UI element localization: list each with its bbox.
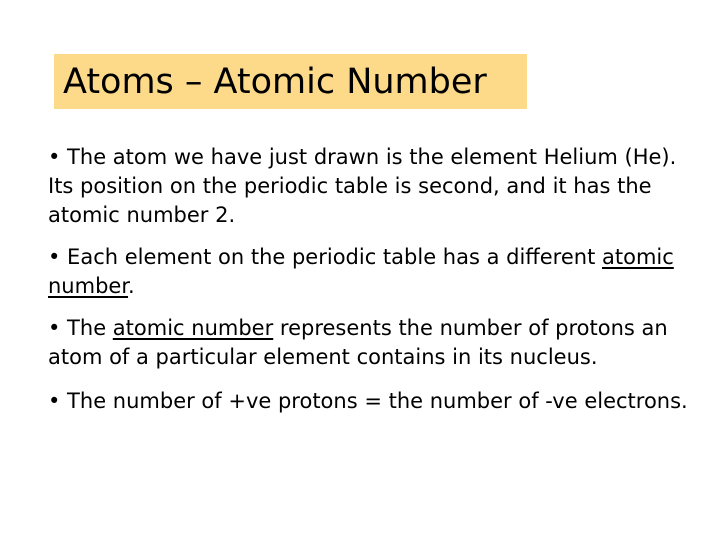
bullet-3-prefix: • The <box>48 316 113 340</box>
bullet-protons-electrons-text: • The number of +ve protons = the number of -ve electrons. <box>48 389 688 413</box>
bullet-3-suffix: represents the number of protons an atom of a particular element contains in its nucleus. <box>48 316 668 369</box>
bullet-2-prefix: • Each element on the periodic table has a different <box>48 245 602 269</box>
bullet-helium-text: • The atom we have just drawn is the element Helium (He). Its position on the periodic table is second, and it has the atomic number 2. <box>48 145 677 227</box>
bullet-different-atomic-number <box>48 243 688 301</box>
slide-title: Atoms – Atomic Number <box>63 62 487 102</box>
slide-title-box <box>54 54 527 109</box>
bullet-2-underlined-term: atomic number <box>48 245 674 298</box>
bullet-atomic-number-definition <box>48 314 688 372</box>
bullet-3-underlined-term: atomic number <box>112 316 274 340</box>
bullet-2-suffix: . <box>128 274 135 298</box>
bullet-protons-electrons <box>48 387 688 416</box>
bullet-helium <box>48 143 688 230</box>
